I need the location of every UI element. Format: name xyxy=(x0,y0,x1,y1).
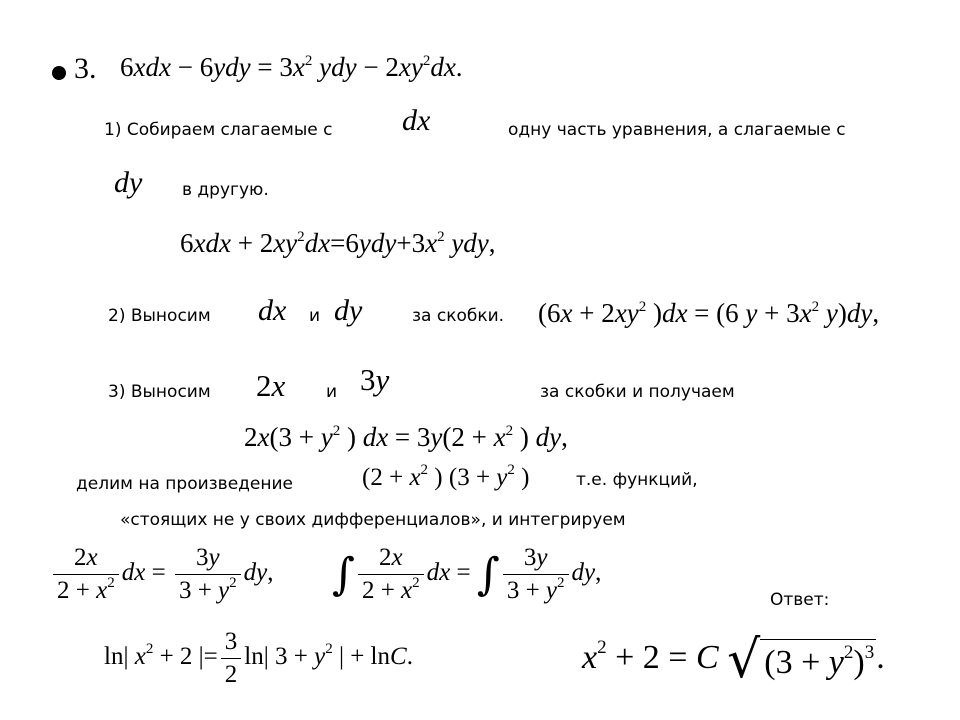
step3-2x: 2x xyxy=(256,368,286,403)
problem-number: 3. xyxy=(74,52,97,85)
step2-dx: dx xyxy=(258,294,287,327)
step3-and: и xyxy=(326,382,338,402)
integral-icon: ∫ xyxy=(332,549,355,600)
rearranged-equation: $6xdx + 2xy^2dx=6ydy+3x^2$ ydy, xyxy=(180,228,496,258)
step3-3y: 3y xyxy=(360,362,390,397)
factored-equation: $2x(3 + y^2$ ) dx = $3y(2 + x^2$ ) dy, xyxy=(244,422,568,452)
divide-text-c: «стоящих не у своих дифференциалов», и интегрируем xyxy=(120,510,626,530)
fraction-right: $\frac{3y}{3 + y^2}$ xyxy=(175,544,241,605)
step3-text-b: за скобки и получаем xyxy=(540,382,735,402)
grouped-equation: ($6x + 2xy^2$ )dx = (6 $y + 3x^2$ y)dy, xyxy=(538,298,880,328)
separated-equation: $\frac{2x}{2 + x^2}$ dx = $\frac{3y}{3 + y^2}$ dy, xyxy=(50,544,274,605)
integrated-equation: ∫ $\frac{2x}{2 + x^2}$ dx = ∫ $\frac{3y}{3 + y^2}$ dy, xyxy=(332,544,602,604)
step1-text-c: в другую. xyxy=(182,180,269,200)
step3-text-a: 3) Выносим xyxy=(108,382,211,402)
step1-text-b: одну часть уравнения, а слагаемые с xyxy=(508,120,846,140)
step2-text-a: 2) Выносим xyxy=(108,306,211,326)
answer-equation: $x^2 + 2 = C$ √ $(3 + y^2)^3$. xyxy=(582,630,885,690)
bullet-icon xyxy=(52,66,66,80)
step1-text-a: 1) Собираем слагаемые с xyxy=(104,120,333,140)
step1-dy: dy xyxy=(114,166,143,199)
step2-and: и xyxy=(309,306,321,326)
sqrt-icon: √ $(3 + y^2)^3$ xyxy=(727,630,875,690)
divide-text-b: т.е. функций, xyxy=(576,470,698,490)
step2-text-b: за скобки. xyxy=(412,306,505,326)
integral-icon: ∫ xyxy=(476,549,500,600)
given-equation: $6xdx - 6ydy = 3x^2$ ydy − $2xy^2dx$. xyxy=(120,52,463,82)
fraction-left: $\frac{2x}{2 + x^2}$ xyxy=(53,544,119,605)
log-result-equation: ln| $x^2 + 2$ |= $\frac{3}{2}$ ln| $3 + y^2$ | + lnC. xyxy=(104,628,413,688)
answer-label: Ответ: xyxy=(770,590,830,610)
step1-dx: dx xyxy=(402,104,431,137)
divisor-expression: ($2 + x^2$ ) ($3 + y^2$ ) xyxy=(362,462,530,491)
step2-dy: dy xyxy=(334,294,363,327)
divide-text-a: делим на произведение xyxy=(76,474,293,494)
